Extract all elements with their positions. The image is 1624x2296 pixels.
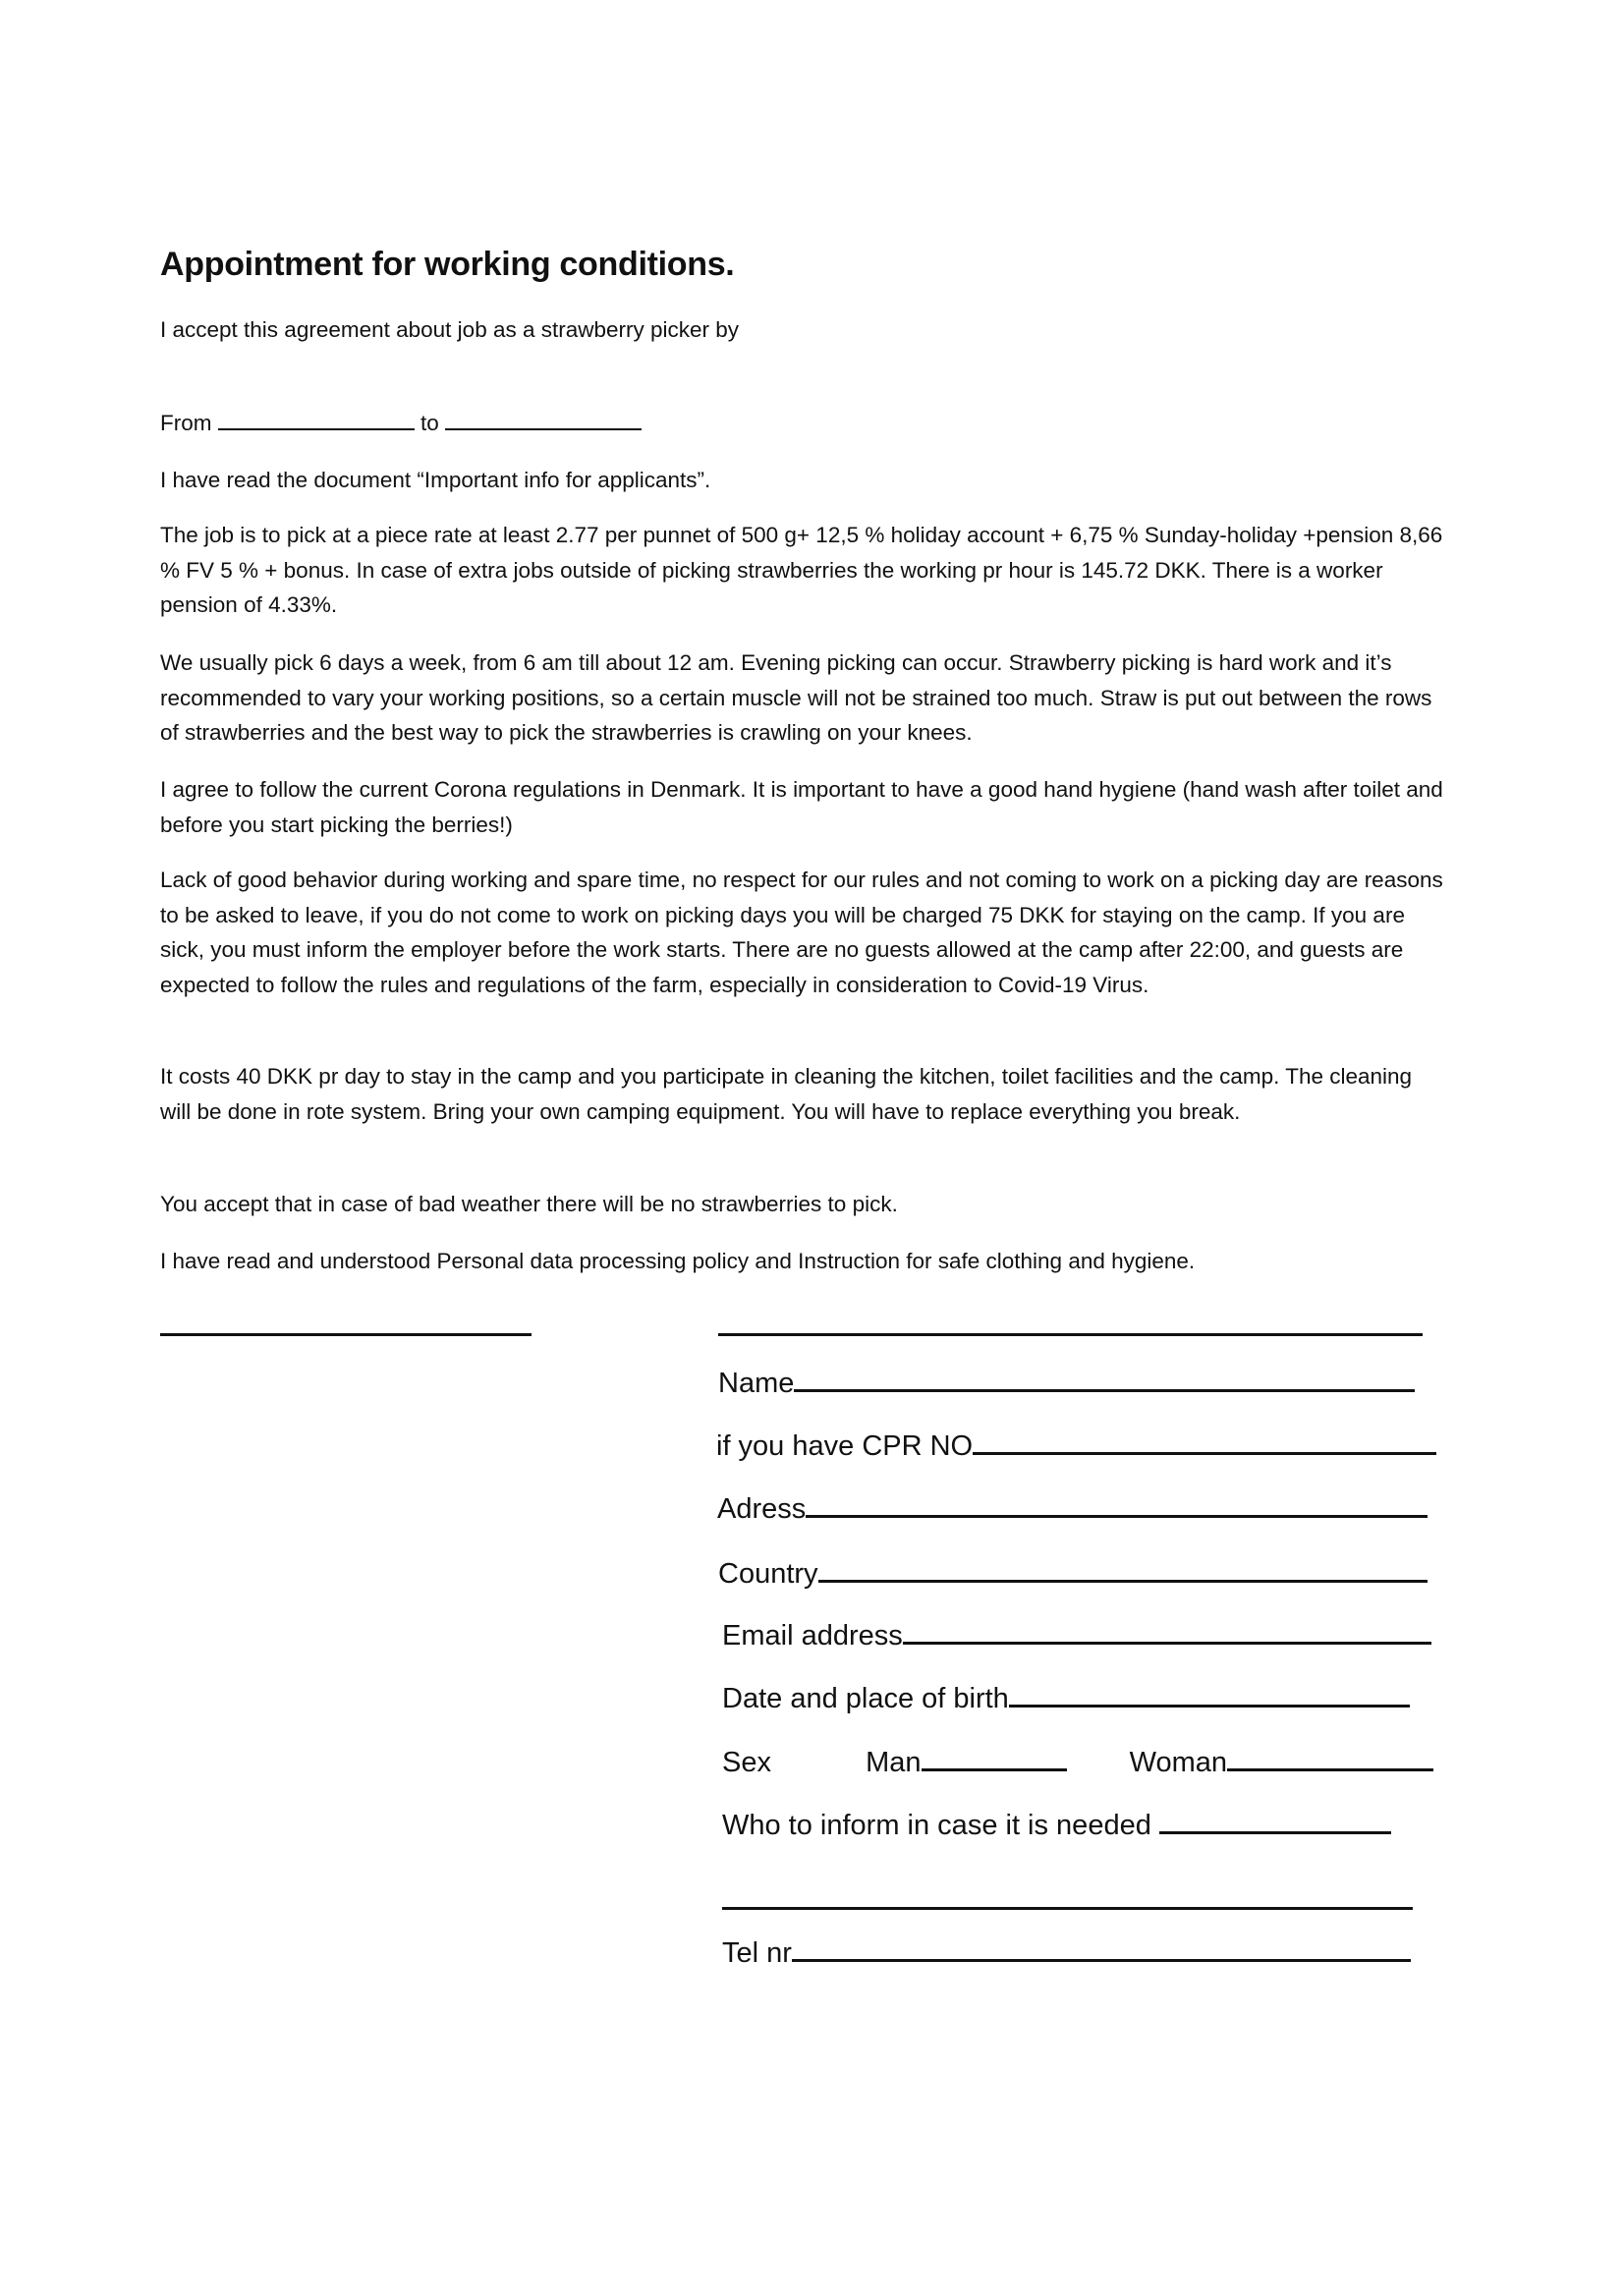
signature-line-left[interactable] [160, 1333, 532, 1336]
tel-input-line[interactable] [792, 1957, 1411, 1962]
emergency-second-line[interactable] [722, 1907, 1413, 1910]
email-label: Email address [722, 1620, 903, 1652]
address-field [717, 1493, 1428, 1526]
email-input-line[interactable] [903, 1640, 1431, 1645]
paragraph-bad-weather: You accept that in case of bad weather there will be no strawberries to pick. [160, 1192, 898, 1216]
country-label: Country [718, 1558, 818, 1590]
name-label: Name [718, 1368, 795, 1399]
from-date-line[interactable] [218, 426, 415, 430]
to-date-line[interactable] [445, 426, 642, 430]
emergency-label: Who to inform in case it is needed [722, 1810, 1151, 1841]
tel-field [722, 1937, 1411, 1970]
emergency-input-line[interactable] [1159, 1829, 1391, 1834]
from-label: From [160, 411, 212, 435]
country-input-line[interactable] [818, 1578, 1428, 1583]
intro-text: I accept this agreement about job as a strawberry picker by [160, 317, 740, 342]
name-field [718, 1368, 1415, 1400]
tel-label: Tel nr [722, 1937, 792, 1969]
signature-line-right[interactable] [718, 1333, 1423, 1336]
email-field [722, 1620, 1431, 1652]
cpr-field [716, 1430, 1436, 1463]
page-title: Appointment for working conditions. [160, 246, 735, 283]
country-field [718, 1558, 1428, 1591]
man-label: Man [866, 1747, 922, 1778]
name-input-line[interactable] [794, 1387, 1415, 1392]
man-input-line[interactable] [922, 1766, 1067, 1771]
paragraph-data-policy: I have read and understood Personal data processing policy and Instruction for safe clothing and hygiene. [160, 1249, 1196, 1273]
woman-label: Woman [1129, 1747, 1228, 1778]
sex-field [722, 1747, 1433, 1779]
sex-label: Sex [722, 1747, 771, 1778]
paragraph-corona: I agree to follow the current Corona regulations in Denmark. It is important to have a good hand hygiene (hand wash after toilet and before you start picking the berries!) [160, 777, 1443, 837]
paragraph-camp-cost: It costs 40 DKK pr day to stay in the camp and you participate in cleaning the kitchen, toilet facilities and the camp. The cleaning will be done in rote system. Bring your own camping equipment. You will have to replace everything you break. [160, 1064, 1413, 1124]
cpr-input-line[interactable] [973, 1450, 1436, 1455]
birth-label: Date and place of birth [722, 1683, 1009, 1714]
paragraph-piece-rate: The job is to pick at a piece rate at least 2.77 per punnet of 500 g+ 12,5 % holiday account + 6,75 % Sunday-holiday +pension 8,66 % FV 5 % + bonus. In case of extra jobs outside of picking strawberries the working pr hour is 145.72 DKK. There is a worker pension of 4.33%. [160, 523, 1443, 617]
woman-input-line[interactable] [1227, 1766, 1433, 1771]
period-row [160, 406, 1447, 441]
emergency-contact-field [722, 1810, 1391, 1842]
address-label: Adress [717, 1493, 807, 1525]
paragraph-working-hours: We usually pick 6 days a week, from 6 am till about 12 am. Evening picking can occur. Strawberry picking is hard work and it’s recommended to vary your working positions, so a certain muscle will not be strained too much. Straw is put out between the rows of strawberries and the best way to pick the strawberries is crawling on your knees. [160, 650, 1432, 745]
cpr-label: if you have CPR NO [716, 1430, 974, 1462]
birth-field [722, 1683, 1410, 1715]
address-input-line[interactable] [806, 1513, 1428, 1518]
to-label: to [420, 411, 439, 435]
birth-input-line[interactable] [1009, 1703, 1410, 1708]
paragraph-important-info: I have read the document “Important info for applicants”. [160, 468, 711, 492]
paragraph-behavior: Lack of good behavior during working and spare time, no respect for our rules and not coming to work on a picking day are reasons to be asked to leave, if you do not come to work on picking days you will be charged 75 DKK for staying on the camp. If you are sick, you must inform the employer before the work starts. There are no guests allowed at the camp after 22:00, and guests are expected to follow the rules and regulations of the farm, especially in consideration to Covid-19 Virus. [160, 868, 1443, 997]
